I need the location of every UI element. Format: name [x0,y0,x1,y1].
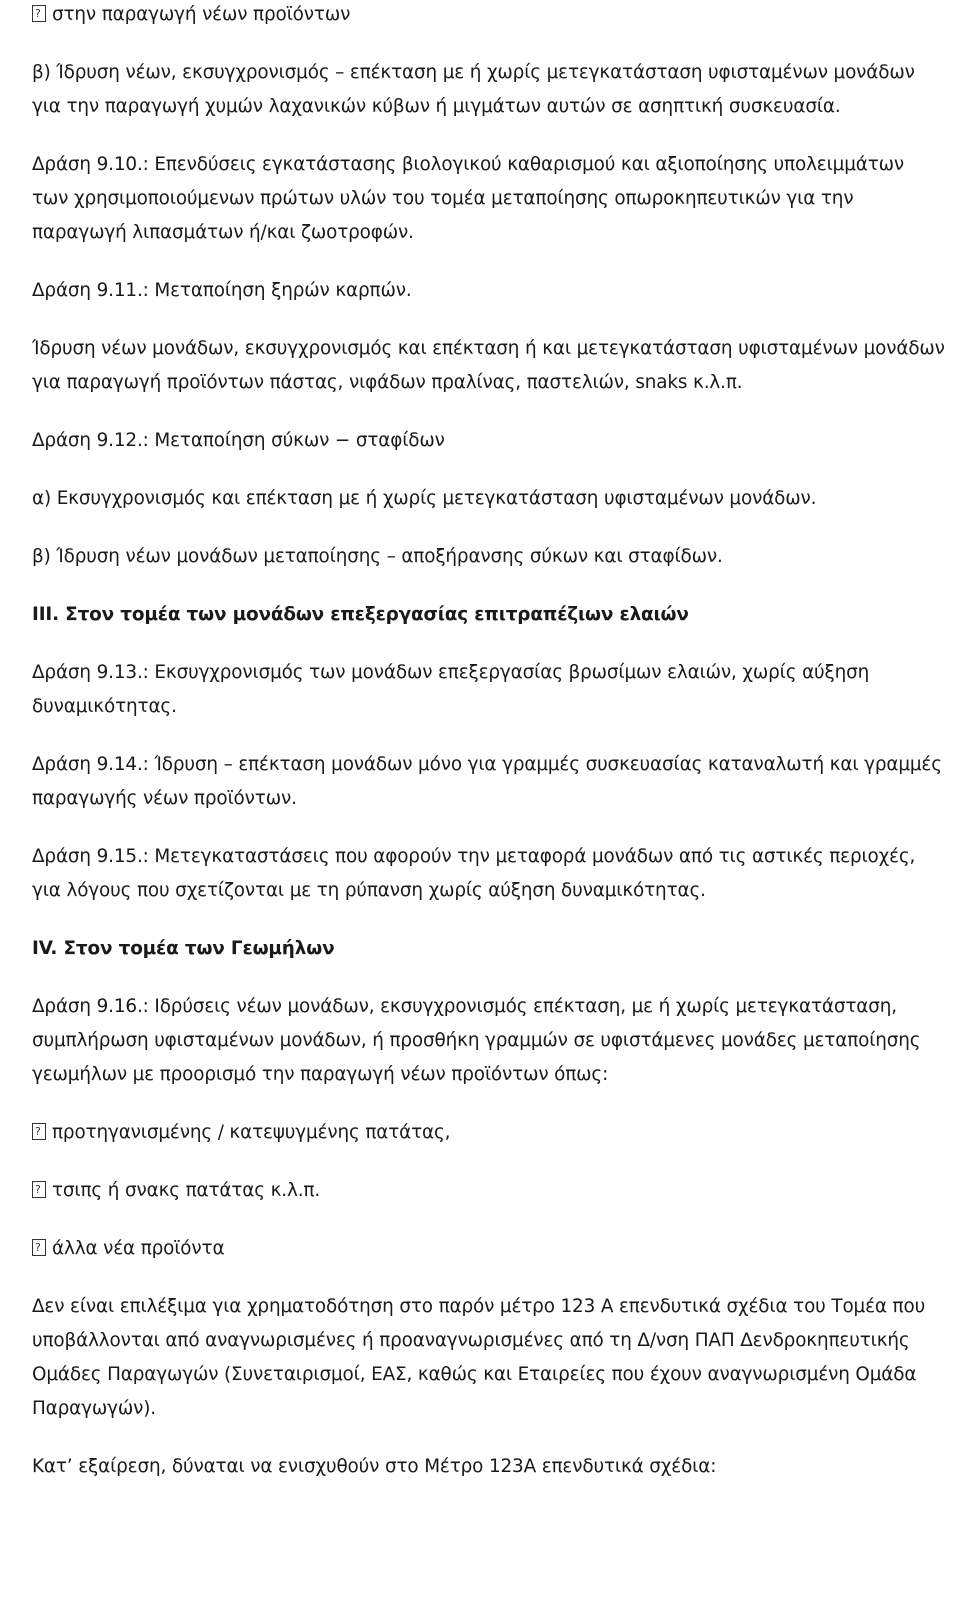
action-9-12: Δράση 9.12.: Μεταποίηση σύκων − σταφίδων [32,430,445,451]
bullet-item-2 [32,1174,946,1208]
document-page [32,0,946,1484]
bullet-box-icon [32,1181,46,1198]
action-9-13: Δράση 9.13.: Εκσυγχρονισμός των μονάδων επεξεργασίας βρωσίμων ελαιών, χωρίς αύξηση δυναμικότητας. [32,662,870,717]
action-9-11: Δράση 9.11.: Μεταποίηση ξηρών καρπών. [32,280,412,301]
bullet-text: προτηγανισμένης / κατεψυγμένης πατάτας, [52,1122,451,1143]
bullet-box-icon [32,5,46,22]
action-9-12-a: α) Εκσυγχρονισμός και επέκταση με ή χωρίς μετεγκατάσταση υφισταμένων μονάδων. [32,488,817,509]
bullet-text: στην παραγωγή νέων προϊόντων [52,4,351,25]
action-9-11-text: Ίδρυση νέων μονάδων, εκσυγχρονισμός και επέκταση ή και μετεγκατάσταση υφισταμένων μονάδων για παραγωγή προϊόντων πάστας, νιφάδων πραλίνας, παστελιών, snaks κ.λ.π. [32,338,945,393]
action-9-14: Δράση 9.14.: Ίδρυση – επέκταση μονάδων μόνο για γραμμές συσκευασίας καταναλωτή και γραμμές παραγωγής νέων προϊόντων. [32,754,942,809]
section-heading-iv: IV. Στον τομέα των Γεωμήλων [32,938,335,959]
action-9-10: Δράση 9.10.: Επενδύσεις εγκατάστασης βιολογικού καθαρισμού και αξιοποίησης υπολειμμάτων των χρησιμοποιούμενων πρώτων υλών του τομέα μεταποίησης οπωροκηπευτικών για την παραγωγή λιπασμάτων ή/και ζωοτροφών. [32,154,905,243]
bullet-item-3 [32,1232,946,1266]
bullet-box-icon [32,1239,46,1256]
bullet-text: άλλα νέα προϊόντα [52,1238,225,1259]
action-9-16: Δράση 9.16.: Ιδρύσεις νέων μονάδων, εκσυγχρονισμός επέκταση, με ή χωρίς μετεγκατάσταση, συμπλήρωση υφισταμένων μονάδων, ή προσθήκη γραμμών σε υφιστάμενες μονάδες μεταποίησης γεωμήλων με προορισμό την παραγωγή νέων προϊόντων όπως: [32,996,921,1085]
action-9-12-b: β) Ίδρυση νέων μονάδων μεταποίησης – αποξήρανσης σύκων και σταφίδων. [32,546,723,567]
exception-line: Κατ’ εξαίρεση, δύναται να ενισχυθούν στο Μέτρο 123Α επενδυτικά σχέδια: [32,1456,717,1477]
bullet-text: τσιπς ή σνακς πατάτας κ.λ.π. [52,1180,321,1201]
bullet-box-icon [32,1123,46,1140]
paragraph-b-juices: β) Ίδρυση νέων, εκσυγχρονισμός – επέκταση με ή χωρίς μετεγκατάσταση υφισταμένων μονάδων για την παραγωγή χυμών λαχανικών κύβων ή μιγμάτων αυτών σε ασηπτική συσκευασία. [32,62,915,117]
bullet-item-top [32,0,946,32]
eligibility-note: Δεν είναι επιλέξιμα για χρηματοδότηση στο παρόν μέτρο 123 Α επενδυτικά σχέδια του Τομέα που υποβάλλονται από αναγνωρισμένες ή προαναγνωρισμένες από τη Δ/νση ΠΑΠ Δενδροκηπευτικής Ομάδες Παραγωγών (Συνεταιρισμοί, ΕΑΣ, καθώς και Εταιρείες που έχουν αναγνωρισμένη Ομάδα Παραγωγών). [32,1296,926,1419]
section-heading-iii: III. Στον τομέα των μονάδων επεξεργασίας επιτραπέζιων ελαιών [32,604,689,625]
bullet-item-1 [32,1116,946,1150]
action-9-15: Δράση 9.15.: Μετεγκαταστάσεις που αφορούν την μεταφορά μονάδων από τις αστικές περιοχές, για λόγους που σχετίζονται με τη ρύπανση χωρίς αύξηση δυναμικότητας. [32,846,916,901]
